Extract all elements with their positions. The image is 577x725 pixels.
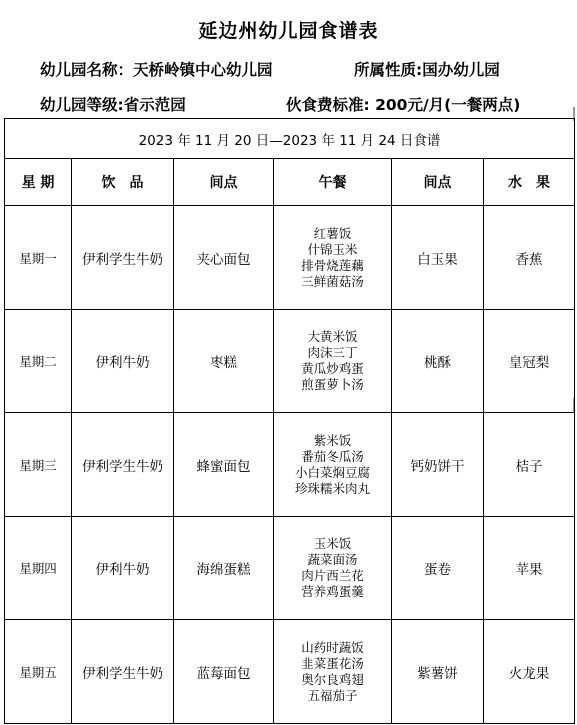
snack1-cell: 枣糕 — [174, 309, 274, 413]
table-row — [5, 413, 575, 517]
lunch-item: 小白菜焖豆腐 — [294, 464, 370, 480]
lunch-cell — [274, 620, 392, 724]
kindergarten-name: 幼儿园名称：天桥岭镇中心幼儿园 — [40, 61, 273, 79]
lunch-item: 大黄米饭 — [307, 329, 358, 345]
header-day: 星 期 — [5, 159, 72, 206]
menu-table — [4, 118, 575, 724]
snack2-cell: 紫薯饼 — [392, 620, 484, 724]
day-cell: 星期二 — [5, 309, 72, 413]
snack1-cell: 蜂蜜面包 — [174, 413, 274, 517]
lunch-item: 山药时蔬饭 — [301, 639, 364, 655]
snack2-cell: 桃酥 — [392, 309, 484, 413]
fruit-cell: 桔子 — [484, 413, 575, 517]
snack2-cell: 蛋卷 — [392, 516, 484, 620]
header-snack-2: 间点 — [392, 159, 484, 206]
lunch-item: 玉米饭 — [313, 536, 352, 552]
fruit-cell: 火龙果 — [484, 620, 575, 724]
drink-cell: 伊利牛奶 — [72, 309, 174, 413]
table-row — [5, 309, 575, 413]
header-fruit: 水 果 — [484, 159, 575, 206]
date-row — [5, 119, 575, 159]
snack1-cell: 海绵蛋糕 — [174, 516, 274, 620]
lunch-item: 排骨烧莲藕 — [301, 257, 364, 273]
lunch-cell — [274, 413, 392, 517]
lunch-item: 韭菜蛋花汤 — [301, 655, 364, 671]
lunch-item: 营养鸡蛋羹 — [301, 584, 364, 600]
lunch-item: 肉片西兰花 — [301, 568, 364, 584]
lunch-cell — [274, 206, 392, 310]
snack2-cell: 白玉果 — [392, 206, 484, 310]
day-cell: 星期五 — [5, 620, 72, 724]
page-title: 延边州幼儿园食谱表 — [198, 20, 379, 42]
fruit-cell: 皇冠梨 — [484, 309, 575, 413]
lunch-item: 蔬菜面汤 — [307, 552, 358, 568]
drink-cell: 伊利学生牛奶 — [72, 620, 174, 724]
snack1-cell: 夹心面包 — [174, 206, 274, 310]
lunch-cell — [274, 516, 392, 620]
snack1-cell: 蓝莓面包 — [174, 620, 274, 724]
day-cell: 星期三 — [5, 413, 72, 517]
table-row — [5, 206, 575, 310]
header-snack-1: 间点 — [174, 159, 274, 206]
lunch-item: 紫米饭 — [313, 432, 352, 448]
header-row — [5, 159, 575, 206]
lunch-item: 奥尔良鸡翅 — [301, 671, 364, 687]
date-range: 2023 年 11 月 20 日—2023 年 11 月 24 日食谱 — [5, 119, 575, 159]
lunch-item: 红薯饭 — [313, 225, 352, 241]
fruit-cell: 香蕉 — [484, 206, 575, 310]
table-row — [5, 620, 575, 724]
lunch-cell — [274, 309, 392, 413]
lunch-item: 三鲜菌菇汤 — [301, 273, 364, 289]
lunch-item: 肉沫三丁 — [307, 345, 358, 361]
affiliation: 所属性质:国办幼儿园 — [354, 61, 500, 79]
drink-cell: 伊利学生牛奶 — [72, 413, 174, 517]
header-lunch: 午餐 — [274, 159, 392, 206]
lunch-item: 煎蛋萝卜汤 — [301, 377, 364, 393]
meal-fee: 伙食费标准: 200元/月(一餐两点) — [286, 96, 521, 114]
snack2-cell: 钙奶饼干 — [392, 413, 484, 517]
fruit-cell: 苹果 — [484, 516, 575, 620]
header-drink: 饮 品 — [72, 159, 174, 206]
lunch-item: 番茄冬瓜汤 — [301, 448, 364, 464]
lunch-item: 珍珠糯米肉丸 — [294, 480, 370, 496]
day-cell: 星期一 — [5, 206, 72, 310]
drink-cell: 伊利学生牛奶 — [72, 206, 174, 310]
kindergarten-grade: 幼儿园等级:省示范园 — [40, 96, 186, 114]
day-cell: 星期四 — [5, 516, 72, 620]
lunch-item: 黄瓜炒鸡蛋 — [301, 361, 364, 377]
lunch-item: 什锦玉米 — [307, 241, 358, 257]
lunch-item: 五福茄子 — [307, 687, 358, 703]
table-row — [5, 516, 575, 620]
drink-cell: 伊利牛奶 — [72, 516, 174, 620]
